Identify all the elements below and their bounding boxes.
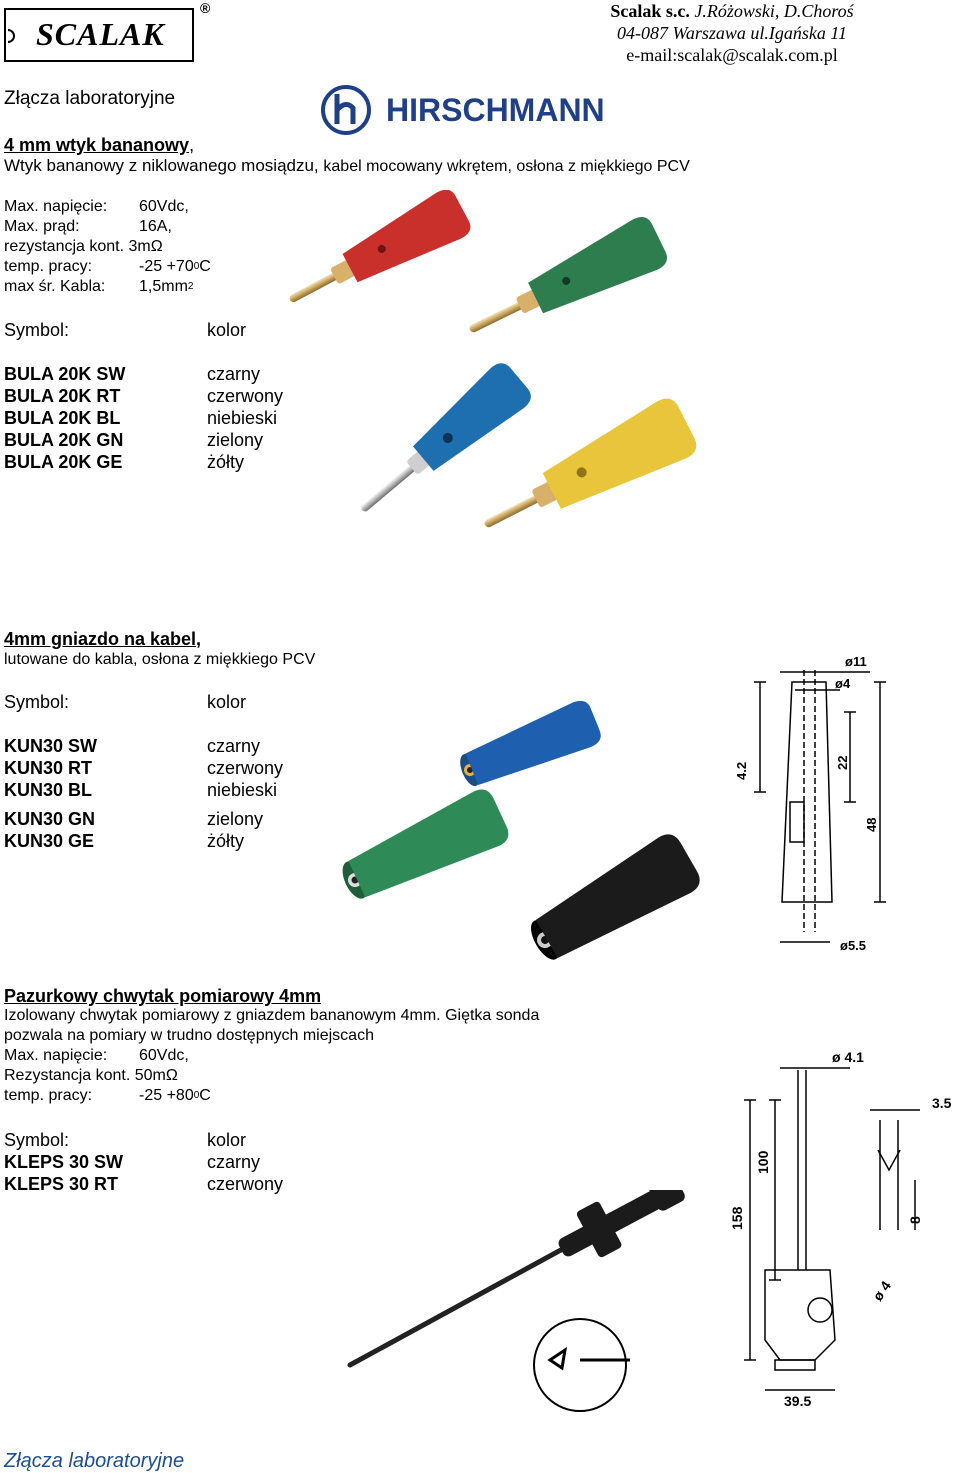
spec-label: Max. prąd: (4, 218, 80, 235)
spec-label: rezystancja kont. (4, 238, 125, 255)
list-item-color: żółty (207, 452, 245, 472)
list-item-symbol: BULA 20K BL (4, 408, 121, 428)
product1-title: 4 mm wtyk bananowy (4, 135, 190, 155)
blue-socket (454, 697, 605, 795)
company-owners: J.Różowski, D.Choroś (694, 1, 854, 21)
dim-len-b: 158 (729, 1206, 745, 1230)
hirschmann-logo (320, 84, 620, 136)
dim-h2: 22 (835, 755, 850, 770)
product3-symbol-header: Symbol: (4, 1130, 70, 1150)
product1-symbol-list (4, 363, 125, 473)
product1-title-suffix: , (189, 135, 195, 155)
dim-d-socket: ø 4 (869, 1277, 895, 1304)
section-title: Złącza laboratoryjne (4, 88, 176, 109)
dim-h3: 48 (864, 817, 879, 832)
socket-drawing (720, 652, 920, 972)
spec-unit: C (199, 1087, 211, 1104)
product1-description (4, 156, 690, 177)
spec-value: 16A, (139, 218, 172, 235)
product2-title: 4mm gniazdo na kabel, (4, 629, 202, 649)
spec-value: -25 +70 (139, 258, 194, 275)
spec-value: 1,5mm (139, 278, 188, 295)
product2-color-header: kolor (207, 692, 247, 712)
list-item-symbol: BULA 20K GN (4, 430, 124, 450)
blue-plug (345, 358, 535, 530)
list-item-color: czarny (207, 364, 261, 384)
footer-title: Złącza laboratoryjne (4, 1450, 185, 1472)
dim-len-a: 100 (755, 1150, 771, 1174)
spec-label: max śr. Kabla: (4, 278, 106, 295)
product3-title: Pazurkowy chwytak pomiarowy 4mm (4, 986, 322, 1006)
spec-label: Rezystancja kont. (4, 1067, 131, 1084)
product3-symbol-list (4, 1151, 123, 1195)
company-info (592, 0, 872, 66)
list-item-color: czarny (207, 1152, 261, 1172)
product2-symbol-header: Symbol: (4, 692, 70, 712)
product3-color-header: kolor (207, 1130, 247, 1150)
spec-unit: C (199, 258, 211, 275)
list-item-symbol: KLEPS 30 RT (4, 1174, 119, 1194)
green-plug (458, 213, 671, 355)
company-email[interactable]: e-mail:scalak@scalak.com.pl (626, 45, 838, 65)
spec-sup: 2 (187, 281, 194, 292)
company-address: 04-087 Warszawa ul.Igańska 11 (616, 23, 847, 43)
product1-desc-a: Wtyk bananowy z niklowanego mosiądzu, (4, 156, 319, 175)
red-plug (278, 190, 475, 323)
list-item-color: niebieski (207, 780, 278, 800)
banana-plugs-image (270, 190, 710, 540)
list-item-symbol: KUN30 RT (4, 758, 93, 778)
spec-value: 60Vdc, (139, 198, 189, 215)
list-item-color: czerwony (207, 386, 284, 406)
product1-specs (4, 197, 211, 297)
list-item-symbol: KUN30 BL (4, 780, 93, 800)
product3-color-list (207, 1151, 283, 1195)
list-item-color: czerwony (207, 758, 284, 778)
list-item-color: zielony (207, 809, 264, 829)
logo-text: SCALAK (36, 16, 165, 52)
product2-description: lutowane do kabla, osłona z miękkiego PCV (4, 651, 316, 668)
product3-description (4, 1006, 539, 1046)
list-item-color: czerwony (207, 1174, 284, 1194)
list-item-symbol: KUN30 SW (4, 736, 98, 756)
list-item-color: czarny (207, 736, 261, 756)
list-item-color: niebieski (207, 408, 278, 428)
dim-d-top: ø 4.1 (832, 1049, 864, 1065)
product3-desc-line2: pozwala na pomiary w trudno dostępnych miejscach (4, 1027, 374, 1044)
list-item-symbol: BULA 20K GE (4, 452, 123, 472)
spec-label: temp. pracy: (4, 1087, 93, 1104)
list-item-symbol: KLEPS 30 SW (4, 1152, 124, 1172)
black-socket (520, 829, 704, 970)
product1-symbol-header: Symbol: (4, 320, 70, 340)
product2-color-list (207, 735, 283, 852)
spec-label: temp. pracy: (4, 258, 93, 275)
product2-symbol-list (4, 735, 97, 852)
spec-value: 60Vdc, (139, 1047, 189, 1064)
sockets-image (330, 680, 710, 970)
dim-h1: 4.2 (734, 761, 749, 780)
spec-value: -25 +80 (139, 1087, 194, 1104)
spec-value: 3mΩ (128, 238, 163, 255)
list-item-symbol: KUN30 GN (4, 809, 96, 829)
product1-title-line (4, 134, 194, 156)
dim-d-side: 3.5 (932, 1095, 952, 1111)
clip-drawing (720, 1040, 960, 1410)
clip-probe-image (340, 1190, 690, 1430)
dim-len-c: 8 (907, 1216, 923, 1224)
spec-value: 50mΩ (134, 1067, 178, 1084)
spec-sup: 0 (193, 1090, 200, 1101)
product3-desc-line1: Izolowany chwytak pomiarowy z gniazdem bananowym 4mm. Giętka sonda (4, 1007, 540, 1024)
list-item-color: żółty (207, 831, 245, 851)
dim-d-outer: ø11 (845, 654, 867, 669)
spec-label: Max. napięcie: (4, 198, 108, 215)
product1-desc-b: kabel mocowany wkrętem, osłona z miękkiego PCV (323, 158, 690, 175)
dim-d-inner: ø4 (835, 676, 851, 691)
list-item-symbol: BULA 20K RT (4, 386, 121, 406)
dim-d-bottom: ø5.5 (840, 938, 867, 953)
product3-specs (4, 1046, 211, 1106)
spec-sup: 0 (193, 261, 200, 272)
list-item-symbol: KUN30 GE (4, 831, 95, 851)
dim-width: 39.5 (784, 1393, 812, 1409)
product1-color-header: kolor (207, 320, 247, 340)
hirschmann-brand-text: HIRSCHMANN (386, 92, 605, 128)
list-item-symbol: BULA 20K SW (4, 364, 126, 384)
green-socket (333, 785, 512, 911)
company-name: Scalak s.c. (610, 1, 690, 21)
list-item-color: zielony (207, 430, 264, 450)
spec-label: Max. napięcie: (4, 1047, 108, 1064)
probe-detail-circle (534, 1319, 626, 1411)
registered-mark: ® (200, 0, 211, 16)
